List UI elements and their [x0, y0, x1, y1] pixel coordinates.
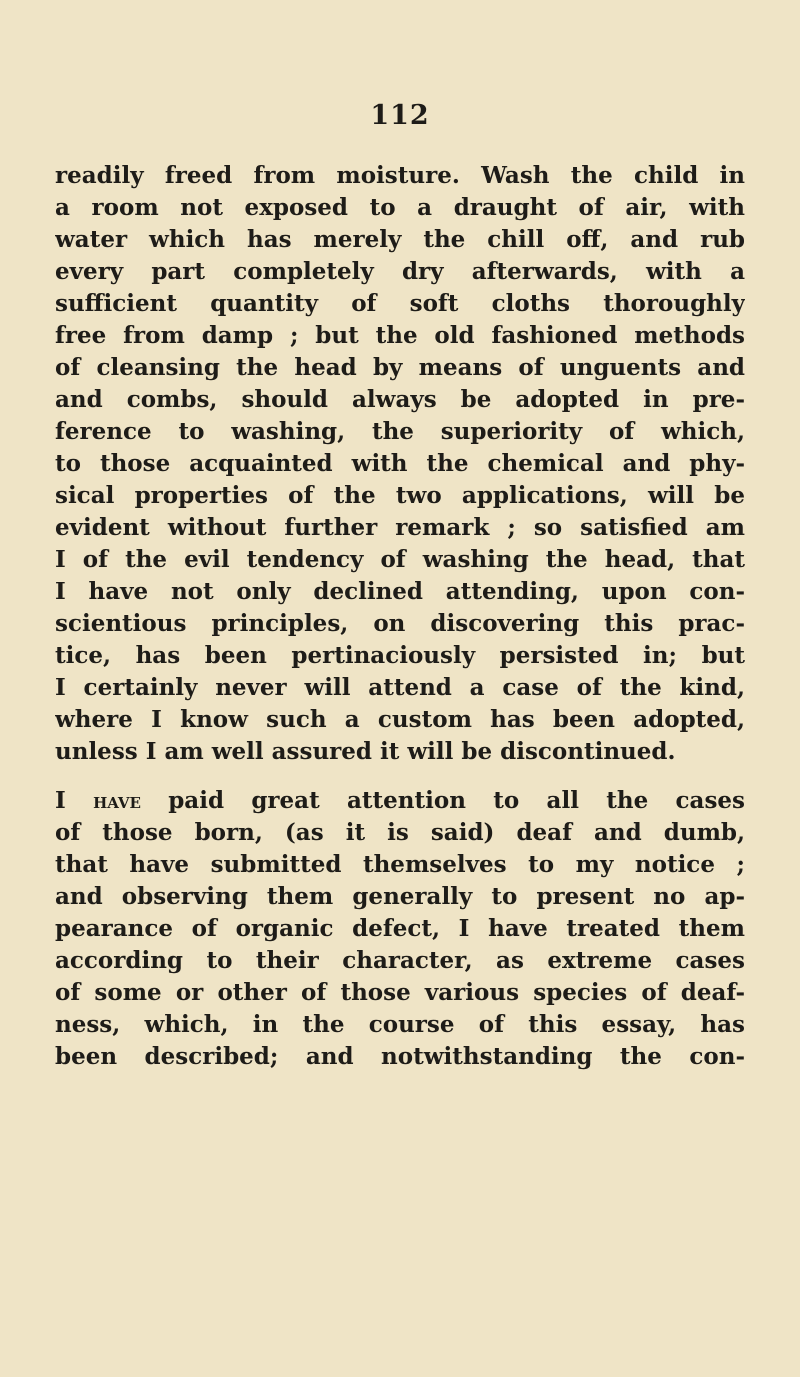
- text-line: scientious principles, on discovering this prac-: [55, 610, 745, 637]
- text-line: I of the evil tendency of washing the head, that: [55, 546, 745, 573]
- text-line: every part completely dry afterwards, with a: [55, 258, 745, 285]
- page-number: 112: [370, 100, 430, 131]
- text-line: I have not only declined attending, upon con-: [55, 578, 745, 605]
- text-line: I certainly never will attend a case of the kind,: [55, 674, 745, 701]
- opening-small-caps: have: [93, 788, 141, 814]
- text-line: ference to washing, the superiority of which,: [55, 418, 745, 445]
- text-line: of those born, (as it is said) deaf and dumb,: [55, 819, 745, 846]
- paragraph-2: [55, 785, 745, 1073]
- opening-rest: paid great attention to all the cases: [168, 787, 745, 814]
- text-line: to those acquainted with the chemical and phy-: [55, 450, 745, 477]
- text-line: unless I am well assured it will be discontinued.: [55, 738, 676, 765]
- text-line: pearance of organic defect, I have treated them: [55, 915, 745, 942]
- text-line: water which has merely the chill off, and rub: [55, 226, 745, 253]
- text-line: a room not exposed to a draught of air, with: [55, 194, 745, 221]
- text-line: tice, has been pertinaciously persisted in; but: [55, 642, 745, 669]
- text-line: readily freed from moisture. Wash the child in: [55, 162, 745, 189]
- text-line: of some or other of those various species of deaf-: [55, 979, 745, 1006]
- text-line: been described; and notwithstanding the con-: [55, 1043, 745, 1070]
- text-line: sical properties of the two applications, will be: [55, 482, 745, 509]
- text-line: and combs, should always be adopted in pre-: [55, 386, 745, 413]
- text-line: according to their character, as extreme cases: [55, 947, 745, 974]
- text-line: of cleansing the head by means of unguents and: [55, 354, 745, 381]
- text-line: and observing them generally to present no ap-: [55, 883, 745, 910]
- text-line: sufficient quantity of soft cloths thoroughly: [55, 290, 745, 317]
- opening-initial: I: [55, 787, 66, 814]
- text-line-opening: [55, 785, 745, 817]
- text-line: free from damp ; but the old fashioned methods: [55, 322, 745, 349]
- text-line: that have submitted themselves to my notice ;: [55, 851, 745, 878]
- text-line: evident without further remark ; so satisfied am: [55, 514, 745, 541]
- text-line: where I know such a custom has been adopted,: [55, 706, 745, 733]
- text-line: ness, which, in the course of this essay, has: [55, 1011, 745, 1038]
- paragraph-1: [55, 160, 745, 768]
